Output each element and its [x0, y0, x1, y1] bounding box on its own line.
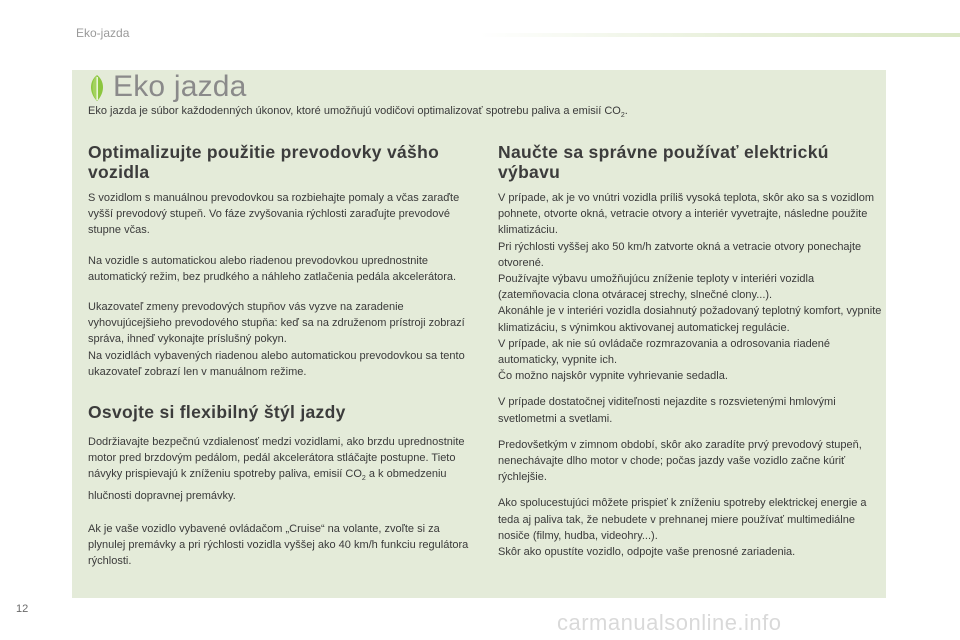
heading-gearbox: Optimalizujte použitie prevodovky vášho vozidla — [88, 142, 440, 182]
paragraph: V prípade, ak nie sú ovládače rozmrazovania a odrosovania riadené automaticky, vypnite ich. — [498, 337, 831, 367]
paragraph: Ako spolucestujúci môžete prispieť k zníženiu spotreby elektrickej energie a teda aj paliva tak, že nebudete v prehnanej miere používať multimediálne nosiče (filmy, hudba, videohry...). — [498, 497, 867, 542]
heading-driving-style: Osvojte si flexibilný štýl jazdy — [88, 402, 346, 423]
paragraph: Dodržiavajte bezpečnú vzdialenosť medzi vozidlami, ako brzdu uprednostnite motor pred brzdovým pedálom, pedál akcelerátora stláčajte postupne. Tieto návyky prispievajú k zníženiu spotreby paliva, emisií $CO_2$ a k obmedzeniu hlučnosti dopravnej premávky. — [88, 436, 465, 502]
leaf-icon — [86, 74, 108, 102]
watermark: carmanualsonline.info — [557, 610, 782, 635]
right-column — [498, 142, 882, 560]
paragraph: Skôr ako opustíte vozidlo, odpojte vaše prenosné zariadenia. — [498, 546, 796, 559]
paragraph: Predovšetkým v zimnom období, skôr ako zaradíte prvý prevodový stupeň, nenechávajte dlho motor v chode; počas jazdy vaše vozidlo začne kúriť rýchlejšie. — [498, 438, 862, 484]
heading-electrical-equipment: Naučte sa správne používať elektrickú výbavu — [498, 142, 829, 182]
paragraph: Pri rýchlosti vyššej ako 50 km/h zatvorte okná a vetracie otvory ponechajte otvorené. — [498, 240, 862, 269]
paragraph: Na vozidle s automatickou alebo riadenou prevodovkou uprednostnite automatický režim, bez prudkého a náhleho zatlačenia pedála akcelerátora. — [88, 254, 457, 283]
paragraph: Používajte výbavu umožňujúcu zníženie teploty v interiéri vozidla (zatemňovacia clona otváracej strechy, slnečné clony...). — [498, 273, 815, 302]
section-label: Eko-jazda — [76, 26, 130, 40]
paragraph: S vozidlom s manuálnou prevodovkou sa rozbiehajte pomaly a včas zaraďte vyšší prevodový stupeň. Vo fáze zvyšovania rýchlosti zaraďujte prevodové stupne včas. — [88, 192, 460, 237]
left-column — [88, 142, 480, 570]
paragraph: V prípade dostatočnej viditeľnosti nejazdite s rozsvietenými hmlovými svetlometmi a svetlami. — [498, 396, 836, 425]
header-bar — [480, 33, 960, 37]
paragraph: Čo možno najskôr vypnite vyhrievanie sedadla. — [498, 370, 728, 383]
page-number: 12 — [16, 603, 29, 615]
paragraph: V prípade, ak je vo vnútri vozidla príliš vysoká teplota, skôr ako sa s vozidlom pohnete, otvorte okná, vetracie otvory a interiér vyvetrajte, následne použite klimatizáciu. — [498, 192, 875, 237]
paragraph: Akonáhle je v interiéri vozidla dosiahnutý požadovaný teplotný komfort, vypnite klimatizáciu, s výnimkou aktivovanej automatickej regulácie. — [498, 305, 882, 334]
paragraph: Ak je vaše vozidlo vybavené ovládačom „Cruise“ na volante, zvoľte si za plynulej premávky a pri rýchlosti vozidla vyššej ako 40 km/h funkciu regulátora rýchlosti. — [88, 523, 469, 568]
paragraph: Ukazovateľ zmeny prevodových stupňov vás vyzve na zaradenie vyhovujúcejšieho prevodového stupňa: keď sa na združenom prístroji zobrazí správa, ihneď vykonajte príslušný pokyn. — [88, 301, 465, 346]
page-title: Eko jazda — [113, 70, 247, 103]
intro-text: Eko jazda je súbor každodenných úkonov, ktoré umožňujú vodičovi optimalizovať spotrebu paliva a emisií $CO_2$. — [88, 105, 628, 120]
paragraph: Na vozidlách vybavených riadenou alebo automatickou prevodovkou sa tento ukazovateľ zobrazí len v manuálnom režime. — [88, 349, 465, 378]
